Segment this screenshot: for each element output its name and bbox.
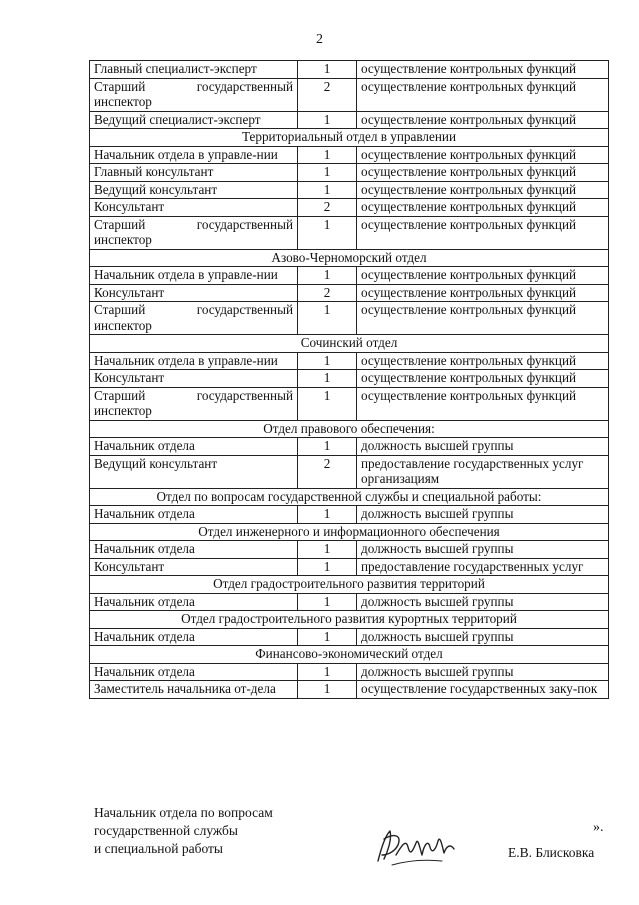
signatory-title [94, 804, 273, 858]
position-cell: Начальник отдела в управле-нии [90, 267, 298, 285]
section-header-row [90, 249, 609, 267]
section-header-row [90, 576, 609, 594]
page-number: 2 [316, 32, 323, 47]
section-title: Отдел инженерного и информационного обеспечения [90, 523, 609, 541]
quantity-cell: 1 [298, 593, 357, 611]
position-cell: Главный специалист-эксперт [90, 61, 298, 79]
section-header-row [90, 488, 609, 506]
signatory-title-line: государственной службы [94, 823, 238, 838]
section-title: Отдел градостроительного развития курортных территорий [90, 611, 609, 629]
function-cell: осуществление контрольных функций [357, 284, 609, 302]
signatory-title-line: Начальник отдела по вопросам [94, 805, 273, 820]
section-title: Азово-Черноморский отдел [90, 249, 609, 267]
table-row [90, 146, 609, 164]
position-cell: Начальник отдела [90, 438, 298, 456]
quantity-cell: 2 [298, 199, 357, 217]
function-cell: осуществление контрольных функций [357, 78, 609, 111]
table-row [90, 284, 609, 302]
signatory-name: Е.В. Блисковка [508, 845, 595, 860]
position-cell: Главный консультант [90, 164, 298, 182]
handwritten-signature [372, 825, 456, 867]
function-cell: осуществление контрольных функций [357, 146, 609, 164]
function-cell: предоставление государственных услуг [357, 558, 609, 576]
quantity-cell: 2 [298, 455, 357, 488]
table-row [90, 181, 609, 199]
section-title: Территориальный отдел в управлении [90, 129, 609, 147]
table-row [90, 370, 609, 388]
table-row [90, 593, 609, 611]
function-cell: осуществление контрольных функций [357, 267, 609, 285]
quantity-cell: 1 [298, 302, 357, 335]
position-cell: Старший государственный инспектор [90, 216, 298, 249]
table-row [90, 78, 609, 111]
section-title: Отдел градостроительного развития территорий [90, 576, 609, 594]
quantity-cell: 1 [298, 681, 357, 699]
section-title: Отдел по вопросам государственной службы и специальной работы: [90, 488, 609, 506]
position-cell: Старший государственный инспектор [90, 387, 298, 420]
function-cell: осуществление контрольных функций [357, 352, 609, 370]
function-cell: осуществление контрольных функций [357, 61, 609, 79]
quantity-cell: 1 [298, 216, 357, 249]
function-cell: должность высшей группы [357, 593, 609, 611]
function-cell: осуществление контрольных функций [357, 387, 609, 420]
table-row [90, 267, 609, 285]
function-cell: осуществление контрольных функций [357, 181, 609, 199]
function-cell: осуществление государственных заку-пок [357, 681, 609, 699]
table-row [90, 438, 609, 456]
function-cell: осуществление контрольных функций [357, 164, 609, 182]
function-cell: должность высшей группы [357, 541, 609, 559]
quantity-cell: 1 [298, 663, 357, 681]
table-row [90, 558, 609, 576]
table-row [90, 164, 609, 182]
section-header-row [90, 420, 609, 438]
position-cell: Начальник отдела [90, 506, 298, 524]
quantity-cell: 1 [298, 164, 357, 182]
function-cell: осуществление контрольных функций [357, 370, 609, 388]
section-header-row [90, 129, 609, 147]
quantity-cell: 1 [298, 506, 357, 524]
quantity-cell: 2 [298, 284, 357, 302]
quantity-cell: 1 [298, 146, 357, 164]
quantity-cell: 1 [298, 111, 357, 129]
table-row [90, 111, 609, 129]
section-header-row [90, 611, 609, 629]
quantity-cell: 1 [298, 352, 357, 370]
table-row [90, 387, 609, 420]
table-row [90, 216, 609, 249]
position-cell: Ведущий консультант [90, 181, 298, 199]
position-cell: Консультант [90, 558, 298, 576]
signatory-title-line: и специальной работы [94, 841, 223, 856]
table-row [90, 199, 609, 217]
function-cell: осуществление контрольных функций [357, 302, 609, 335]
position-cell: Начальник отдела в управле-нии [90, 352, 298, 370]
position-cell: Старший государственный инспектор [90, 302, 298, 335]
function-cell: должность высшей группы [357, 628, 609, 646]
position-cell: Консультант [90, 199, 298, 217]
table-row [90, 541, 609, 559]
quantity-cell: 1 [298, 438, 357, 456]
position-cell: Ведущий консультант [90, 455, 298, 488]
quantity-cell: 1 [298, 558, 357, 576]
section-header-row [90, 523, 609, 541]
function-cell: должность высшей группы [357, 663, 609, 681]
position-cell: Начальник отдела [90, 628, 298, 646]
position-cell: Консультант [90, 370, 298, 388]
quantity-cell: 1 [298, 370, 357, 388]
position-cell: Старший государственный инспектор [90, 78, 298, 111]
position-cell: Начальник отдела [90, 541, 298, 559]
quantity-cell: 1 [298, 541, 357, 559]
table-row [90, 506, 609, 524]
table-row [90, 455, 609, 488]
section-title: Отдел правового обеспечения: [90, 420, 609, 438]
function-cell: осуществление контрольных функций [357, 216, 609, 249]
position-cell: Начальник отдела в управле-нии [90, 146, 298, 164]
position-cell: Начальник отдела [90, 663, 298, 681]
function-cell: должность высшей группы [357, 438, 609, 456]
function-cell: осуществление контрольных функций [357, 111, 609, 129]
section-header-row [90, 335, 609, 353]
section-title: Сочинский отдел [90, 335, 609, 353]
table-row [90, 352, 609, 370]
position-cell: Заместитель начальника от-дела [90, 681, 298, 699]
quantity-cell: 1 [298, 628, 357, 646]
table-row [90, 628, 609, 646]
table-row [90, 663, 609, 681]
function-cell: осуществление контрольных функций [357, 199, 609, 217]
position-cell: Консультант [90, 284, 298, 302]
function-cell: должность высшей группы [357, 506, 609, 524]
section-title: Финансово-экономический отдел [90, 646, 609, 664]
function-cell: предоставление государственных услуг организациям [357, 455, 609, 488]
section-header-row [90, 646, 609, 664]
table-row [90, 681, 609, 699]
quantity-cell: 1 [298, 181, 357, 199]
staff-table [89, 60, 609, 699]
quantity-cell: 1 [298, 267, 357, 285]
position-cell: Начальник отдела [90, 593, 298, 611]
table-row [90, 61, 609, 79]
table-row [90, 302, 609, 335]
quantity-cell: 1 [298, 387, 357, 420]
quantity-cell: 2 [298, 78, 357, 111]
closing-quote-mark: ». [593, 820, 604, 835]
position-cell: Ведущий специалист-эксперт [90, 111, 298, 129]
quantity-cell: 1 [298, 61, 357, 79]
